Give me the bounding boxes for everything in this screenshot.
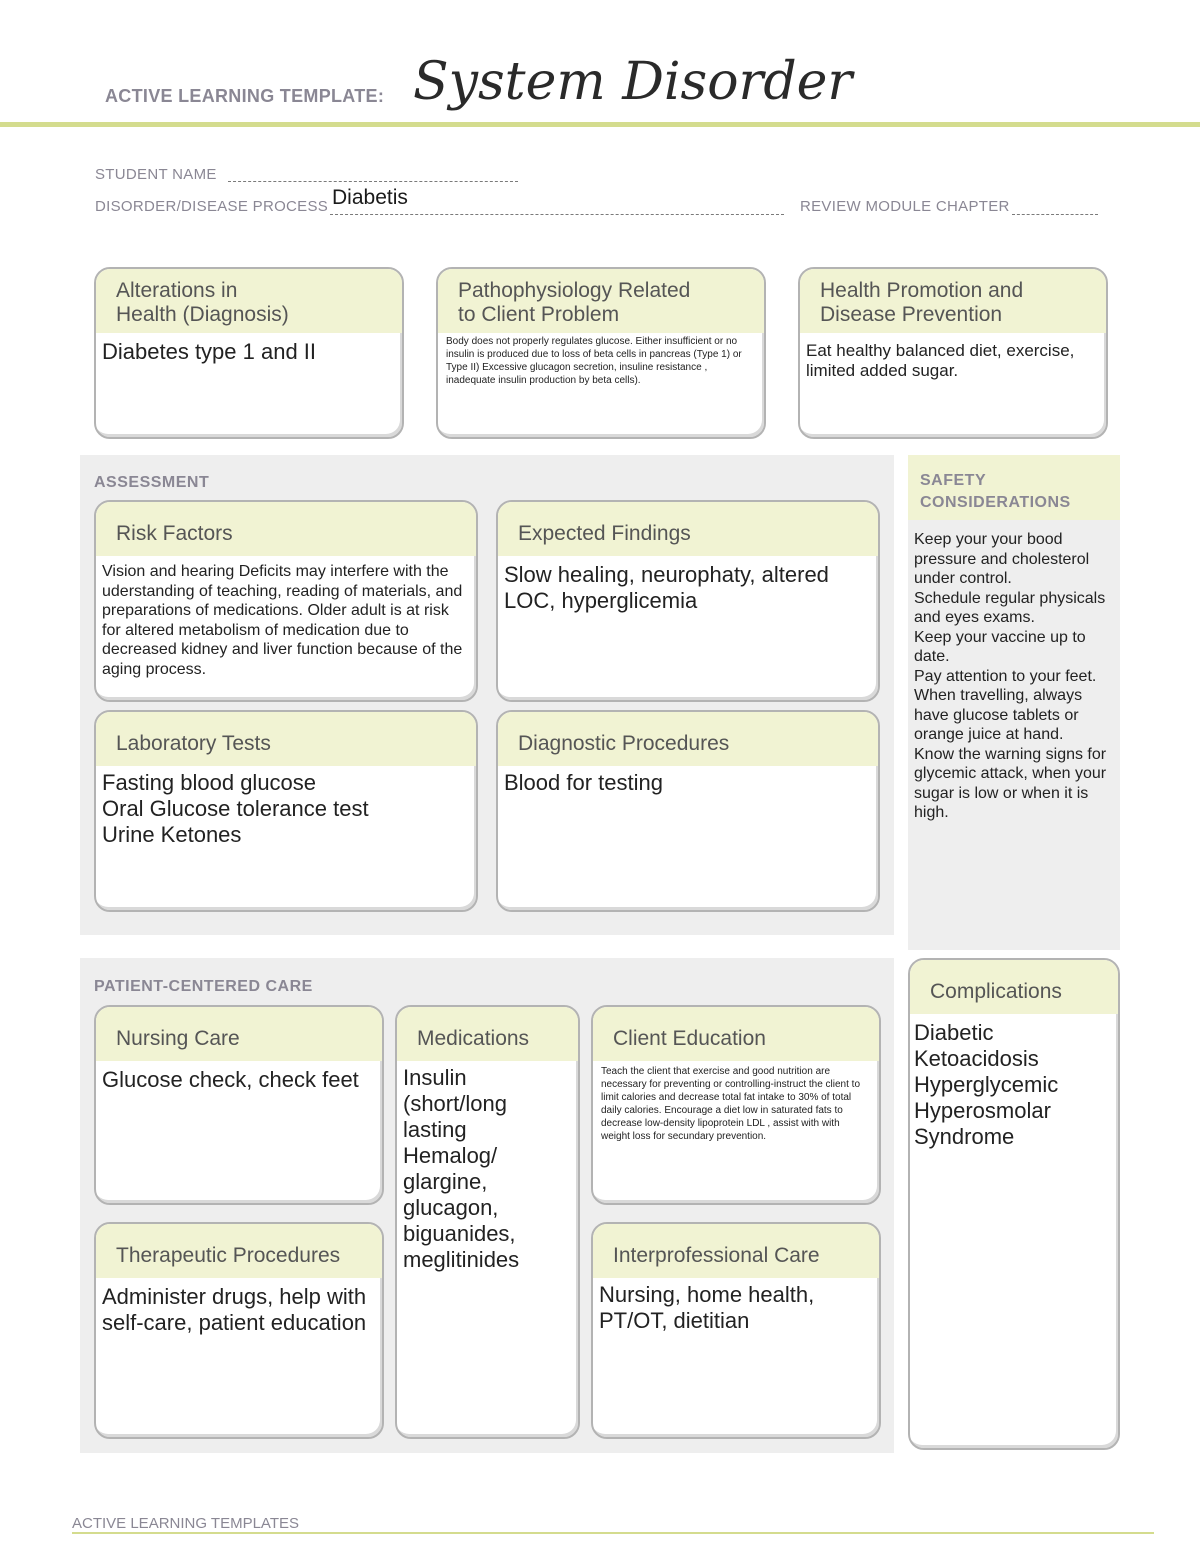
health-promotion-body[interactable]: Eat healthy balanced diet, exercise, limited added sugar. xyxy=(806,341,1075,380)
safety-panel xyxy=(908,455,1120,950)
client-education-box xyxy=(591,1005,881,1205)
student-name-label: STUDENT NAME xyxy=(95,166,217,183)
disorder-field[interactable] xyxy=(330,186,784,215)
diagnostic-procedures-box xyxy=(496,710,880,912)
laboratory-tests-box xyxy=(94,710,478,912)
client-education-body[interactable]: Teach the client that exercise and good nutrition are necessary for preventing or controlling-instruct the client to limit calories and decrease total fat intake to 30% of total daily calories. Encourage a diet low in saturated fats to decrease low-density lipoprotein LDL , assist with with weight loss for secundary prevention. xyxy=(601,1066,861,1142)
health-promotion-box xyxy=(798,267,1108,439)
interprofessional-care-body[interactable]: Nursing, home health, PT/OT, dietitian xyxy=(599,1282,815,1333)
therapeutic-procedures-box xyxy=(94,1222,384,1439)
complications-box xyxy=(908,958,1120,1450)
student-name-field[interactable] xyxy=(228,166,518,182)
alterations-box xyxy=(94,267,404,439)
risk-factors-body[interactable]: Vision and hearing Deficits may interfere with the uderstanding of teaching, reading of materials, and preparations of medications. Older adult is at risk for altered metabolism of medication due to decreased kidney and liver function because of the aging process. xyxy=(102,563,463,678)
header-divider xyxy=(0,122,1200,127)
nursing-care-box xyxy=(94,1005,384,1205)
health-promotion-title: Health Promotion and Disease Prevention xyxy=(800,269,1106,333)
complications-title: Complications xyxy=(910,960,1118,1014)
disorder-label: DISORDER/DISEASE PROCESS xyxy=(95,198,329,215)
page-title: System Disorder xyxy=(413,52,853,112)
safety-label: SAFETY CONSIDERATIONS xyxy=(908,455,1120,520)
complications-body[interactable]: Diabetic Ketoacidosis Hyperglycemic Hyperosmolar Syndrome xyxy=(914,1020,1059,1149)
pathophysiology-body[interactable]: Body does not properly regulates glucose. Either insufficient or no insulin is produced due to loss of beta cells in pancreas (Type 1) or Type II) Excessive glucagon secretion, insuline resistance , inadequate insulin production by beta cells). xyxy=(446,336,742,386)
safety-body[interactable]: Keep your your bood pressure and cholesterol under control. Schedule regular physicals and eyes exams. Keep your vaccine up to date. Pay attention to your feet. When travelling, always have glucose tablets or orange juice at hand. Know the warning signs for glycemic attack, when your sugar is low or when it is high. xyxy=(914,531,1107,821)
risk-factors-box xyxy=(94,500,478,702)
review-module-field[interactable] xyxy=(1012,198,1098,215)
diagnostic-procedures-body[interactable]: Blood for testing xyxy=(504,770,663,795)
medications-body[interactable]: Insulin (short/long lasting Hemalog/ glargine, glucagon, biguanides, meglitinides xyxy=(403,1065,520,1272)
laboratory-tests-body[interactable]: Fasting blood glucose Oral Glucose tolerance test Urine Ketones xyxy=(102,770,369,847)
client-education-title: Client Education xyxy=(593,1007,879,1061)
assessment-label: ASSESSMENT xyxy=(94,474,210,491)
diagnostic-procedures-title: Diagnostic Procedures xyxy=(498,712,878,766)
review-module-label: REVIEW MODULE CHAPTER xyxy=(800,198,1010,215)
laboratory-tests-title: Laboratory Tests xyxy=(96,712,476,766)
medications-box xyxy=(395,1005,580,1439)
expected-findings-title: Expected Findings xyxy=(498,502,878,556)
medications-title: Medications xyxy=(397,1007,578,1061)
expected-findings-box xyxy=(496,500,880,702)
alterations-body[interactable]: Diabetes type 1 and II xyxy=(102,339,317,364)
alterations-title: Alterations in Health (Diagnosis) xyxy=(96,269,402,333)
interprofessional-care-title: Interprofessional Care xyxy=(593,1224,879,1278)
nursing-care-body[interactable]: Glucose check, check feet xyxy=(102,1067,359,1092)
footer-divider xyxy=(72,1532,1154,1534)
therapeutic-procedures-body[interactable]: Administer drugs, help with self-care, patient education xyxy=(102,1284,367,1335)
expected-findings-body[interactable]: Slow healing, neurophaty, altered LOC, hyperglicemia xyxy=(504,562,829,613)
risk-factors-title: Risk Factors xyxy=(96,502,476,556)
template-label: ACTIVE LEARNING TEMPLATE: xyxy=(105,86,385,106)
footer-text: ACTIVE LEARNING TEMPLATES xyxy=(72,1515,299,1532)
interprofessional-care-box xyxy=(591,1222,881,1439)
pathophysiology-box xyxy=(436,267,766,439)
pathophysiology-title: Pathophysiology Related to Client Problem xyxy=(438,269,764,333)
disorder-value: Diabetis xyxy=(332,186,408,209)
patient-centered-care-label: PATIENT-CENTERED CARE xyxy=(94,978,313,995)
therapeutic-procedures-title: Therapeutic Procedures xyxy=(96,1224,382,1278)
nursing-care-title: Nursing Care xyxy=(96,1007,382,1061)
